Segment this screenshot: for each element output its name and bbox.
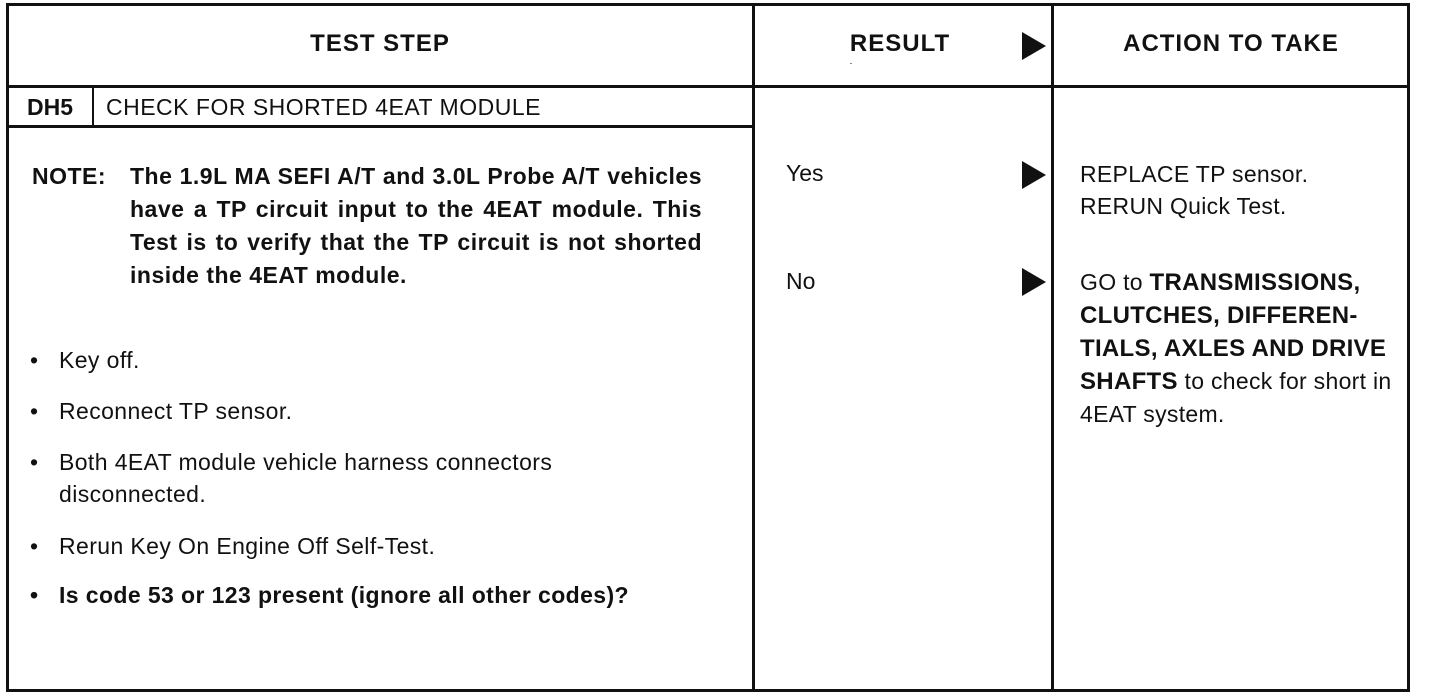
bullet-item — [30, 579, 690, 611]
result-yes-arrow-icon — [1022, 161, 1046, 189]
header-test-step: TEST STEP — [310, 30, 450, 57]
result-no: No — [786, 268, 816, 294]
bullet-text: Key off. — [59, 347, 140, 373]
bullet-item — [30, 446, 690, 510]
step-id: DH5 — [26, 93, 73, 120]
bullet-dot-icon: • — [30, 398, 39, 424]
action-no-suffix: to check for short in 4EAT system. — [1080, 368, 1392, 427]
bullet-text: Rerun Key On Engine Off Self-Test. — [59, 533, 436, 559]
action-no-prefix: GO to — [1080, 269, 1150, 295]
bullet-item — [30, 344, 690, 376]
note-label: NOTE: — [32, 163, 107, 189]
column-divider-result — [752, 3, 755, 692]
note — [32, 160, 702, 292]
bullet-dot-icon: • — [30, 533, 39, 559]
bullet-dot-icon: • — [30, 347, 39, 373]
result-yes: Yes — [786, 160, 824, 186]
bullet-text: Reconnect TP sensor. — [59, 398, 293, 424]
result-no-arrow-icon — [1022, 268, 1046, 296]
column-divider-action — [1051, 3, 1054, 692]
note-text: The 1.9L MA SEFI A/T and 3.0L Probe A/T vehicles have a TP circuit input to the 4EAT module. This Test is to verify that the TP circuit is not shorted inside the 4EAT module. — [130, 163, 702, 288]
action-no-reference: TRANSMISSIONS, CLUTCHES, DIFFEREN- TIALS, AXLES AND DRIVE SHAFTS — [1080, 269, 1387, 395]
step-title: CHECK FOR SHORTED 4EAT MODULE — [106, 93, 541, 120]
bullet-item — [30, 530, 690, 562]
bullet-item — [30, 395, 690, 427]
header-arrow-icon — [1022, 32, 1046, 60]
action-yes — [1080, 158, 1420, 222]
header-result: RESULT — [849, 30, 951, 57]
bullet-text: Both 4EAT module vehicle harness connectors disconnected. — [59, 449, 553, 507]
bullet-text: Is code 53 or 123 present (ignore all other codes)? — [59, 582, 630, 608]
action-no — [1080, 266, 1420, 430]
action-yes-line-2: RERUN Quick Test. — [1080, 193, 1287, 219]
header-action-to-take: ACTION TO TAKE — [1123, 30, 1339, 57]
step-id-divider — [92, 88, 94, 126]
action-yes-line-1: REPLACE TP sensor. — [1080, 161, 1309, 187]
bullet-dot-icon: • — [30, 582, 39, 608]
bullet-dot-icon: • — [30, 449, 39, 475]
border-bottom — [6, 689, 1410, 692]
